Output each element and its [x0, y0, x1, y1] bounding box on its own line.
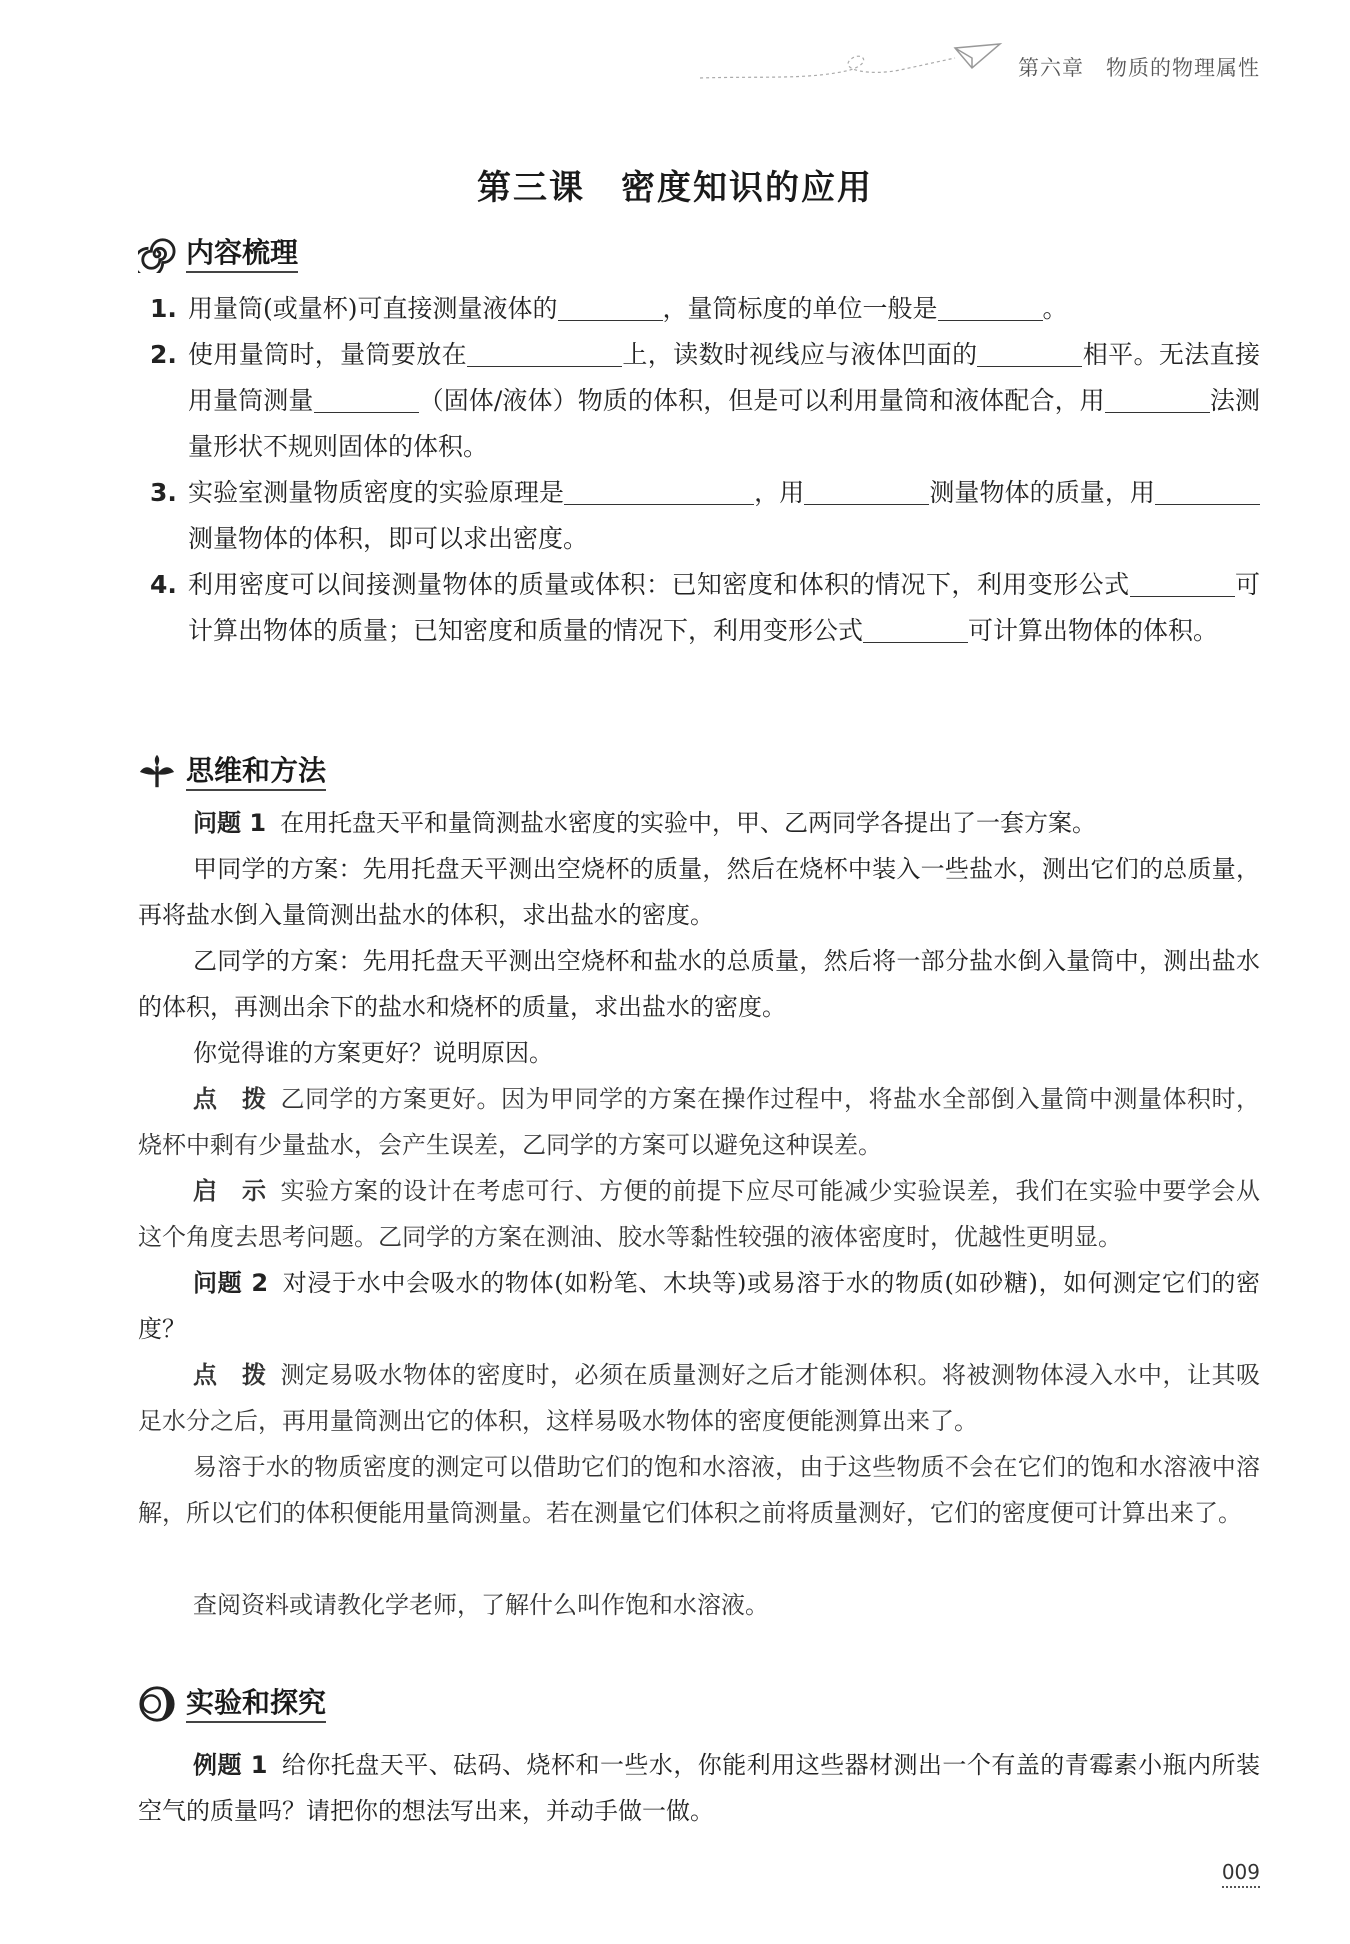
paper-plane-decoration — [700, 40, 1030, 90]
answer-blank[interactable] — [467, 336, 622, 367]
hint-1: 点 拨 乙同学的方案更好。因为甲同学的方案在操作过程中，将盐水全部倒入量筒中测量体积时，烧杯中剩有少量盐水，会产生误差，乙同学的方案可以避免这种误差。 — [138, 1085, 1260, 1159]
question-prompt: 你觉得谁的方案更好？说明原因。 — [193, 1039, 553, 1067]
list-item: 1. 用量筒(或量杯)可直接测量液体的 ，量筒标度的单位一般是 。 — [150, 286, 1260, 332]
answer-blank[interactable] — [977, 336, 1082, 367]
list-item: 4. 利用密度可以间接测量物体的质量或体积：已知密度和体积的情况下，利用变形公式 可计算出物体的质量；已知密度和质量的情况下，利用变形公式 可计算出物体的体积。 — [150, 562, 1260, 654]
section-experiment-title: 实验和探究 — [186, 1686, 326, 1723]
sprout-icon — [138, 753, 176, 791]
answer-blank[interactable] — [1155, 474, 1260, 505]
hint-2-continued: 易溶于水的物质密度的测定可以借助它们的饱和水溶液，由于这些物质不会在它们的饱和水溶液中溶解，所以它们的体积便能用量筒测量。若在测量它们体积之前将质量测好，它们的密度便可计算出来了。 — [138, 1453, 1260, 1527]
question-2: 问题 2 对浸于水中会吸水的物体(如粉笔、木块等)或易溶于水的物质(如砂糖)，如何测定它们的密度？ — [138, 1269, 1260, 1343]
overlapping-circles-icon — [138, 1685, 176, 1723]
answer-blank[interactable] — [1130, 566, 1235, 597]
answer-blank[interactable] — [804, 474, 929, 505]
answer-blank[interactable] — [1105, 382, 1210, 413]
chapter-header: 第六章 物质的物理属性 — [1018, 56, 1260, 80]
list-item: 2. 使用量筒时，量筒要放在 上，读数时视线应与液体凹面的 相平。无法直接用量筒测量 （固体/液体）物质的体积，但是可以利用量筒和液体配合，用 法测量形状不规则固体的体积。 — [150, 332, 1260, 470]
answer-blank[interactable] — [558, 290, 663, 321]
section-methods-title: 思维和方法 — [186, 754, 326, 791]
question-1: 问题 1 在用托盘天平和量筒测盐水密度的实验中，甲、乙两同学各提出了一套方案。 — [193, 809, 1097, 837]
lesson-title: 第三课 密度知识的应用 — [477, 168, 873, 208]
section-methods-heading — [138, 752, 326, 792]
list-item: 3. 实验室测量物质密度的实验原理是 ，用 测量物体的质量，用测量物体的体积，即可以求出密度。 — [150, 470, 1260, 562]
hint-2-task: 查阅资料或请教化学老师，了解什么叫作饱和水溶液。 — [193, 1591, 769, 1619]
spiral-icon — [138, 235, 176, 273]
section-content-title: 内容梳理 — [186, 236, 298, 273]
plan-b-paragraph: 乙同学的方案：先用托盘天平测出空烧杯和盐水的总质量，然后将一部分盐水倒入量筒中，测出盐水的体积，再测出余下的盐水和烧杯的质量，求出盐水的密度。 — [138, 947, 1260, 1021]
plan-a-paragraph: 甲同学的方案：先用托盘天平测出空烧杯的质量，然后在烧杯中装入一些盐水，测出它们的总质量，再将盐水倒入量筒测出盐水的体积，求出盐水的密度。 — [138, 855, 1260, 929]
example-1: 例题 1 给你托盘天平、砝码、烧杯和一些水，你能利用这些器材测出一个有盖的青霉素小瓶内所装空气的质量吗？请把你的想法写出来，并动手做一做。 — [138, 1751, 1260, 1825]
answer-blank[interactable] — [564, 474, 754, 505]
answer-blank[interactable] — [938, 290, 1043, 321]
hint-2: 点 拨 测定易吸水物体的密度时，必须在质量测好之后才能测体积。将被测物体浸入水中，让其吸足水分之后，再用量筒测出它的体积，这样易吸水物体的密度便能测算出来了。 — [138, 1361, 1260, 1435]
answer-blank[interactable] — [314, 382, 419, 413]
section-experiment-heading — [138, 1684, 326, 1724]
section-content-heading — [138, 234, 298, 274]
insight: 启 示 实验方案的设计在考虑可行、方便的前提下应尽可能减少实验误差，我们在实验中要学会从这个角度去思考问题。乙同学的方案在测油、胶水等黏性较强的液体密度时，优越性更明显。 — [138, 1177, 1260, 1251]
answer-blank[interactable] — [863, 612, 968, 643]
page-number: 009 — [1222, 1860, 1260, 1888]
